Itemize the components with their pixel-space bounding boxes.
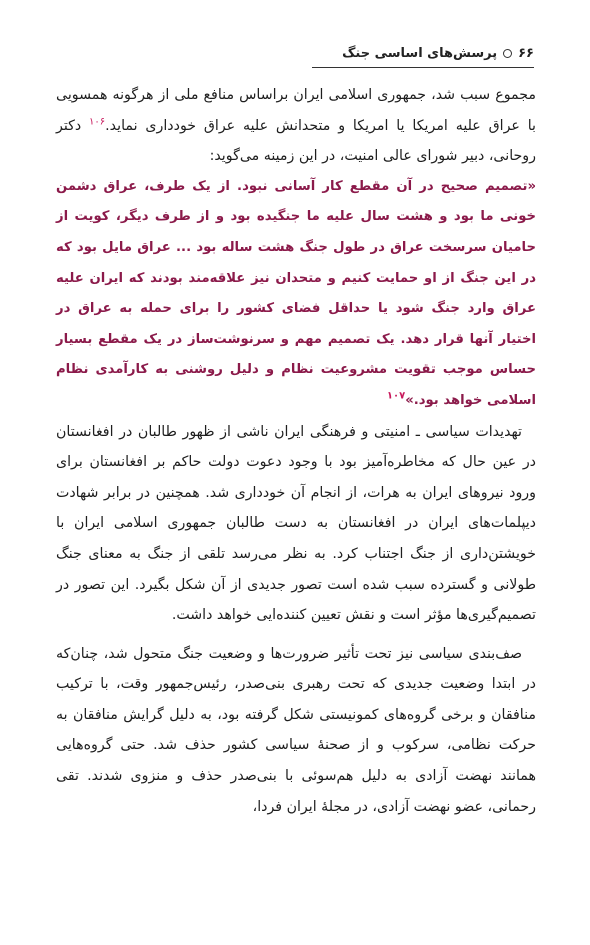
rohani-quote — [56, 172, 536, 417]
paragraph-2: تهدیدات سیاسی ـ امنیتی و فرهنگی ایران ناشی از ظهور طالبان در افغانستان در عین حال که مخاطره‌آمیز بود با وجود دعوت دولت حاکم بر افغانستان برای ورود نیروهای ایران به هرات، از انجام آن خودداری شد. همچنین در برابر شهادت دیپلمات‌های ایران در افغانستان به دست طالبان جمهوری اسلامی ایران با خویشتن‌داری از جنگ اجتناب کرد. به نظر می‌رسد تلقی از جنگ به معنای جنگ طولانی و گسترده سبب شده است تصور جدیدی از آن شکل بگیرد. این تصور در تصمیم‌گیری‌ها مؤثر است و نقش تعیین کننده‌ایی خواهد داشت. — [56, 423, 536, 624]
header-rule — [312, 67, 534, 68]
page-body — [56, 80, 536, 822]
circle-bullet-icon — [503, 49, 512, 58]
running-title: پرسش‌های اساسی جنگ — [342, 46, 498, 61]
footnote-ref-106[interactable]: ۱۰۶ — [89, 115, 106, 127]
footnote-ref-107[interactable]: ۱۰۷ — [386, 390, 406, 402]
paragraph-3: صف‌بندی سیاسی نیز تحت تأثیر ضرورت‌ها و وضعیت جنگ متحول شد، چنان‌که در ابتدا وضعیت جدیدی که تحت رهبری بنی‌صدر، رئیس‌جمهور وقت، با ترکیب منافقان و برخی گروه‌های کمونیستی شکل گرفته بود، به دلیل گرایش منافقان به حرکت نظامی، سرکوب و از صحنهٔ سیاسی کشور حذف شد. حتی گروه‌هایی همانند نهضت آزادی به دلیل هم‌سوئی با بنی‌صدر حذف و منزوی شدند. تقی رحمانی، عضو نهضت آزادی، در مجلهٔ ایران فردا، — [56, 645, 536, 815]
paragraph-1 — [56, 80, 536, 172]
page-number: ۶۶ — [518, 46, 534, 61]
quote-text: «تصمیم صحیح در آن مقطع کار آسانی نبود. از یک طرف، عراق دشمن خونی ما بود و هشت سال علیه ما جنگیده بود و از طرف دیگر، کویت از حامیان سرسخت عراق در طول جنگ هشت ساله بود ... عراق مایل بود که در این جنگ از او حمایت کنیم و متحدان نیز علاقه‌مند بودند که ایران علیه عراق وارد جنگ شود یا حداقل فضای کشور را برای حمله به عراق در اختیار آنها قرار دهد. یک تصمیم مهم و سرنوشت‌ساز در یک مقطع بسیار حساس موجب تقویت مشروعیت نظام و دلیل روشنی به کارآمدی نظام اسلامی خواهد بود.» — [56, 178, 536, 408]
paragraph-1-text: مجموع سبب شد، جمهوری اسلامی ایران براساس منافع ملی از هرگونه همسویی با عراق علیه امریکا یا امریکا و متحدانش علیه عراق خودداری نماید. — [56, 87, 536, 134]
paragraph-1-text-after: دکتر روحانی، دبیر شورای عالی امنیت، در این زمینه می‌گوید: — [56, 117, 536, 165]
running-header — [342, 46, 534, 61]
paragraph-spacer — [56, 631, 536, 639]
